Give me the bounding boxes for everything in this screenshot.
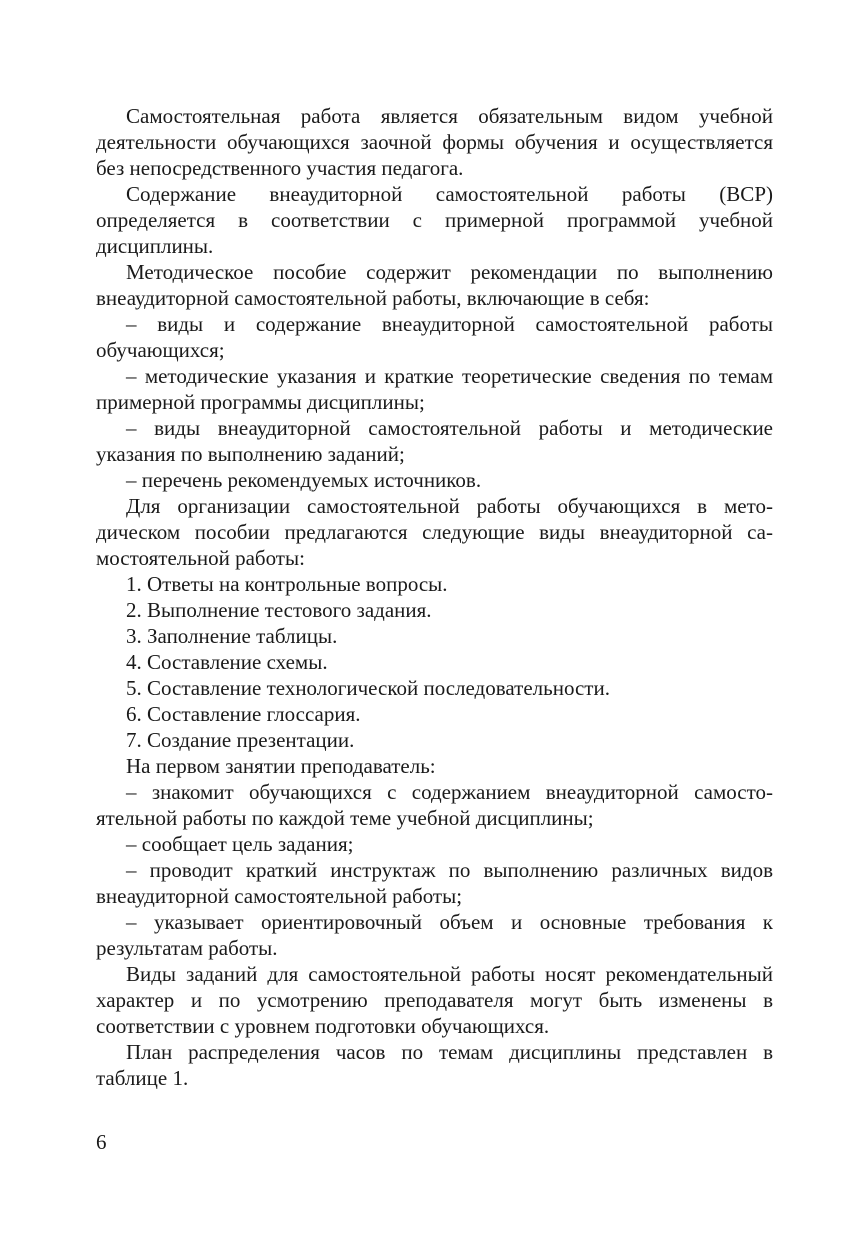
paragraph: Самостоятельная работа является обязательным видом учебной деятельности обучающихся заочной формы обучения и осуществляется без непосредственного участия педагога. xyxy=(96,104,773,180)
paragraph: Методическое пособие содержит рекомендации по выполнению внеаудиторной самостоятельной работы, включающие в себя: xyxy=(96,260,773,310)
paragraph: План распределения часов по темам дисциплины представлен в таблице 1. xyxy=(96,1040,773,1090)
dash-list-item: – виды и содержание внеаудиторной самостоятельной работы обучающихся; xyxy=(96,312,773,362)
dash-list-item: – указывает ориентировочный объем и основные требования к результатам работы. xyxy=(96,910,773,960)
numbered-list-item: 6. Составление глоссария. xyxy=(126,702,361,726)
numbered-list-item: 2. Выполнение тестового задания. xyxy=(126,598,432,622)
paragraph: Для организации самостоятельной работы обучающихся в методическом пособии предлагаются следующие виды внеаудиторной самостоятельной работы: xyxy=(96,494,773,570)
dash-list-item: – перечень рекомендуемых источников. xyxy=(126,468,482,492)
dash-list-item: – знакомит обучающихся с содержанием внеаудиторной самостоятельной работы по каждой теме учебной дисциплины; xyxy=(96,780,773,830)
numbered-list-item: 3. Заполнение таблицы. xyxy=(126,624,338,648)
dash-list-item: – сообщает цель задания; xyxy=(126,832,354,856)
numbered-list-item: 4. Составление схемы. xyxy=(126,650,328,674)
dash-list-item: – методические указания и краткие теоретические сведения по темам примерной программы дисциплины; xyxy=(96,364,773,414)
paragraph: Виды заданий для самостоятельной работы носят рекомендательный характер и по усмотрению преподавателя могут быть изменены в соответствии с уровнем подготовки обучающихся. xyxy=(96,962,773,1038)
numbered-list-item: 7. Создание презентации. xyxy=(126,728,355,752)
paragraph: Содержание внеаудиторной самостоятельной работы (ВСР) определяется в соответствии с примерной программой учебной дисциплины. xyxy=(96,182,773,258)
dash-list-item: – проводит краткий инструктаж по выполнению различных видов внеаудиторной самостоятельной работы; xyxy=(96,858,773,908)
dash-list-item: – виды внеаудиторной самостоятельной работы и методические указания по выполнению заданий; xyxy=(96,416,773,466)
paragraph: На первом занятии преподаватель: xyxy=(126,754,436,778)
page-number: 6 xyxy=(96,1130,107,1154)
numbered-list-item: 5. Составление технологической последовательности. xyxy=(126,676,610,700)
body-text xyxy=(96,103,773,1091)
numbered-list-item: 1. Ответы на контрольные вопросы. xyxy=(126,572,448,596)
